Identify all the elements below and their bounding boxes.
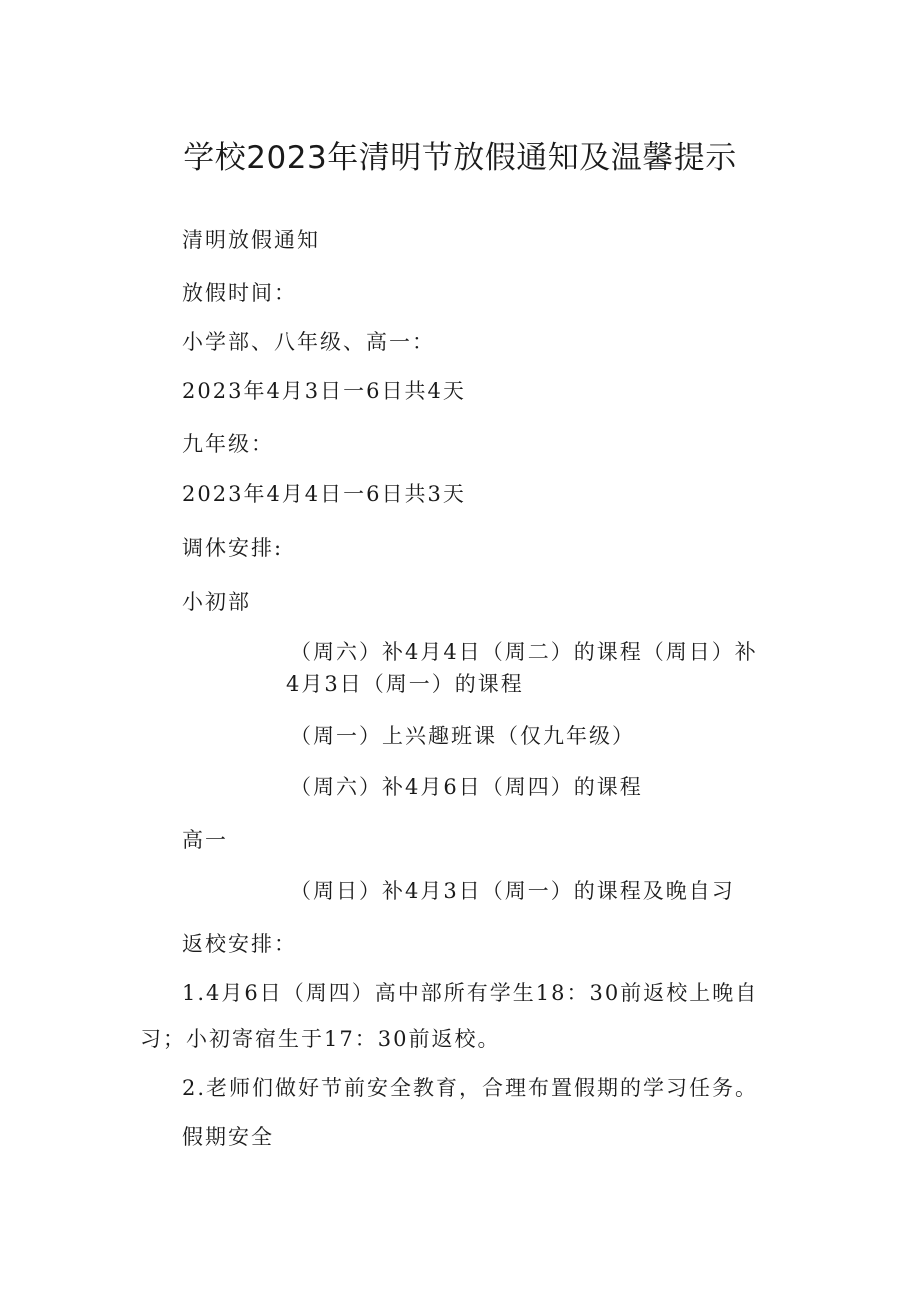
safety-label: 假期安全 <box>182 1125 274 1149</box>
group1-dates: 2023年4月3日一6日共4天 <box>182 379 466 403</box>
group1-label: 小学部、八年级、高一： <box>182 330 435 354</box>
return-label: 返校安排： <box>182 932 297 956</box>
pj-item2: （周一）上兴趣班课（仅九年级） <box>290 724 635 748</box>
primary-junior-label: 小初部 <box>182 590 251 614</box>
senior1-label: 高一 <box>182 828 228 852</box>
return-item1-line1: 1.4月6日（周四）高中部所有学生18：30前返校上晚自 <box>182 981 759 1005</box>
pj-item1-line2: 4月3日（周一）的课程 <box>286 672 524 696</box>
makeup-label: 调休安排: <box>182 536 284 560</box>
return-item2: 2.老师们做好节前安全教育，合理布置假期的学习任务。 <box>182 1076 759 1100</box>
group2-label: 九年级： <box>182 432 274 456</box>
notice-heading: 清明放假通知 <box>182 228 320 252</box>
holiday-time-label: 放假时间： <box>182 281 297 305</box>
pj-item3: （周六）补4月6日（周四）的课程 <box>290 775 643 799</box>
return-item1-line2: 习；小初寄宿生于17：30前返校。 <box>140 1027 501 1051</box>
senior1-item: （周日）补4月3日（周一）的课程及晚自习 <box>290 879 735 903</box>
group2-dates: 2023年4月4日一6日共3天 <box>182 482 466 506</box>
document-title: 学校2023年清明节放假通知及温馨提示 <box>183 140 737 176</box>
pj-item1-line1: （周六）补4月4日（周二）的课程（周日）补 <box>290 640 758 664</box>
